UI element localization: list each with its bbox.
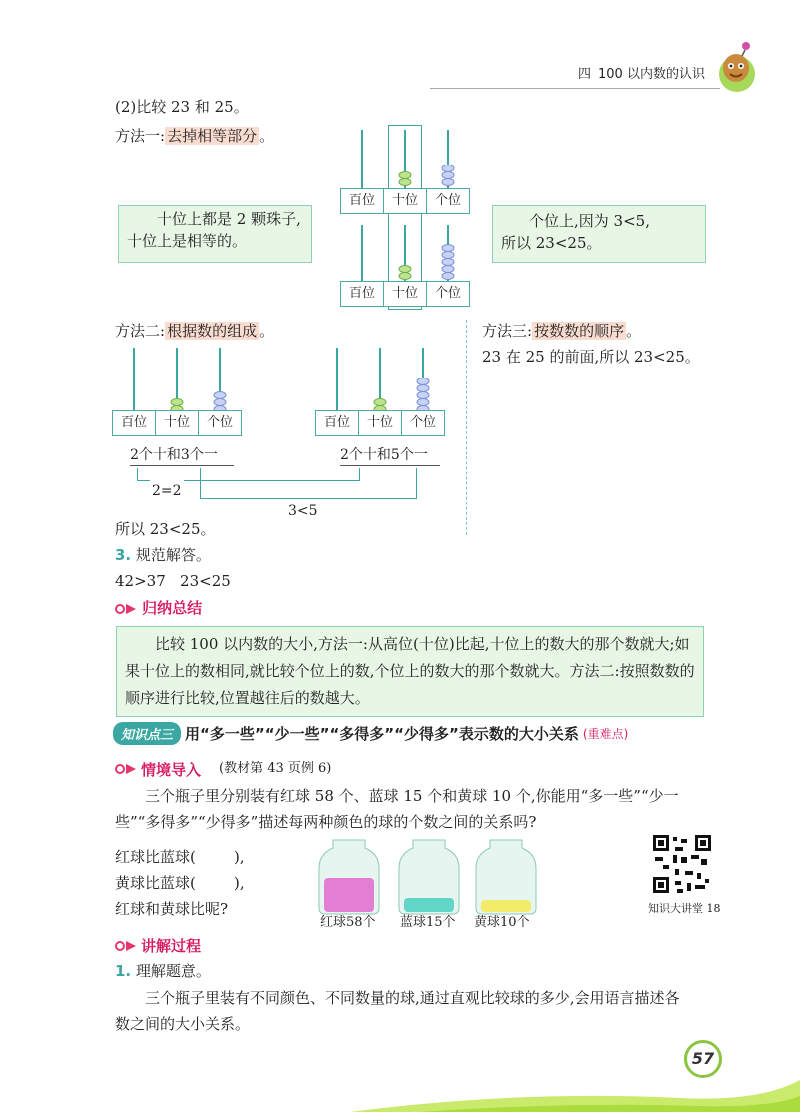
jar-blue — [399, 840, 459, 914]
method2-label: 方法二: — [115, 322, 166, 340]
place-hundreds: 百位 — [113, 411, 156, 435]
header-rule — [430, 88, 720, 89]
bead — [417, 378, 429, 385]
summary-heading — [115, 597, 202, 618]
kp3-header — [113, 722, 628, 745]
ones-bracket — [200, 468, 417, 499]
method2-name: 根据数的组成 — [167, 322, 258, 340]
arrow-icon — [115, 603, 137, 615]
bead — [442, 259, 454, 266]
method2-line — [115, 320, 274, 342]
explain-title: 讲解过程 — [141, 937, 202, 955]
qr-caption: 知识大讲堂 18 — [648, 902, 721, 915]
question-1: 红球比蓝球( ), — [115, 848, 245, 866]
scene-title: 情境导入 — [141, 760, 202, 779]
place-ones: 个位 — [434, 193, 461, 208]
jar-yellow — [476, 840, 536, 914]
kp3-title: 用“多一些”“少一些”“多得多”“少得多”表示数的大小关系 — [185, 725, 579, 743]
place-value-chart — [315, 410, 445, 436]
step3-answer: 42>37 23<25 — [115, 572, 231, 590]
bead — [399, 273, 411, 280]
bead — [417, 399, 429, 406]
explain-step — [115, 960, 211, 982]
composition-25: 2个十和5个一 — [340, 447, 428, 463]
step3-title: 规范解答。 — [135, 546, 211, 564]
summary-title: 归纳总结 — [142, 599, 203, 617]
underline-25 — [340, 465, 440, 466]
bead — [442, 165, 454, 172]
bead — [374, 399, 386, 406]
place-hundreds: 百位 — [341, 189, 384, 213]
method2-end: 。 — [259, 322, 275, 340]
method1-end: 。 — [259, 127, 275, 145]
jar-label-red: 红球58个 — [320, 915, 376, 930]
place-tens: 十位 — [384, 282, 427, 306]
jar-red — [319, 840, 379, 914]
place-ones: 个位 — [409, 415, 436, 430]
place-ones: 个位 — [206, 415, 233, 430]
method1-name: 去掉相等部分 — [167, 127, 258, 145]
right-note-line1: 个位上,因为 3<5, — [529, 212, 650, 230]
jar-label-blue: 蓝球15个 — [400, 915, 456, 930]
bead — [214, 392, 226, 399]
explain-text: 三个瓶子里装有不同颜色、不同数量的球,通过直观比较球的多少,会用语言描述各数之间的大小关系。 — [115, 989, 680, 1033]
method1-label: 方法一: — [115, 127, 166, 145]
right-note — [492, 205, 706, 263]
composition-23: 2个十和3个一 — [130, 447, 218, 463]
jar-label-yellow: 黄球10个 — [474, 915, 530, 930]
question-2: 黄球比蓝球( ), — [115, 874, 245, 892]
step3-number: 3. — [115, 546, 132, 564]
bead — [442, 245, 454, 252]
kp3-tag: (重难点) — [582, 727, 629, 741]
place-hundreds: 百位 — [316, 411, 359, 435]
place-tens: 十位 — [359, 411, 402, 435]
place-tens: 十位 — [156, 411, 199, 435]
method3-end: 。 — [626, 322, 642, 340]
part2-heading: (2)比较 23 和 25。 — [115, 98, 249, 116]
method3-text: 23 在 25 的前面,所以 23<25。 — [482, 348, 700, 366]
bead — [442, 179, 454, 186]
place-value-chart — [340, 281, 470, 307]
place-value-chart — [112, 410, 242, 436]
header-chapter: 四 — [578, 67, 592, 82]
method3-line — [482, 320, 641, 342]
abacus-method1 — [340, 125, 470, 310]
qr-code-icon[interactable] — [651, 833, 713, 895]
underline-23 — [130, 465, 234, 466]
vertical-divider — [466, 320, 467, 535]
jars-illustration — [318, 836, 548, 916]
method1-line — [115, 125, 274, 147]
method3-label: 方法三: — [482, 322, 533, 340]
right-note-line2: 所以 23<25。 — [501, 234, 602, 252]
page-number: 57 — [684, 1040, 722, 1078]
scene-text: 三个瓶子里分别装有红球 58 个、蓝球 15 个和黄球 10 个,你能用“多一些”“少一些”“多得多”“少得多”描述每两种颜色的球的个数之间的关系吗? — [115, 787, 679, 831]
kp3-badge: 知识点三 — [113, 722, 181, 745]
explain-step-title: 理解题意。 — [135, 962, 211, 980]
bead — [417, 392, 429, 399]
beads — [112, 386, 242, 412]
place-hundreds: 百位 — [341, 282, 384, 306]
bead — [399, 179, 411, 186]
mascot-icon — [712, 38, 762, 94]
place-tens: 十位 — [384, 189, 427, 213]
explain-step-number: 1. — [115, 962, 132, 980]
beads — [315, 378, 445, 412]
arrow-icon — [115, 763, 137, 775]
bead — [399, 172, 411, 179]
abacus-23 — [112, 348, 242, 438]
step3-line — [115, 544, 211, 566]
scene-heading — [115, 758, 331, 780]
bead — [214, 399, 226, 406]
summary-box: 比较 100 以内数的大小,方法一:从高位(十位)比起,十位上的数大的那个数就大;如果十位上的数相同,就比较个位上的数,个位上的数大的那个数就大。方法二:按照数数的顺序进行比较,位置越往后的数越大。 — [116, 626, 704, 717]
bead — [417, 385, 429, 392]
scene-ref: (教材第 43 页例 6) — [219, 761, 332, 776]
abacus-25 — [315, 348, 445, 438]
bead — [442, 172, 454, 179]
bead — [442, 266, 454, 273]
ones-compare: 3<5 — [288, 503, 318, 519]
place-value-chart — [340, 188, 470, 214]
bead — [171, 399, 183, 406]
method3-name: 按数数的顺序 — [534, 322, 625, 340]
tens-equal: 2=2 — [150, 480, 184, 502]
header-title: 100 以内数的认识 — [598, 67, 705, 82]
conclusion: 所以 23<25。 — [115, 520, 216, 538]
left-note: 十位上都是 2 颗珠子,十位上是相等的。 — [118, 205, 312, 263]
page-header — [0, 0, 800, 100]
question-3: 红球和黄球比呢? — [115, 900, 229, 918]
bead — [442, 273, 454, 280]
beads-bottom — [340, 243, 470, 283]
footer-wave — [0, 1040, 800, 1112]
arrow-icon — [115, 940, 137, 952]
place-ones: 个位 — [434, 286, 461, 301]
bead — [442, 252, 454, 259]
explain-heading — [115, 935, 201, 956]
bead — [399, 266, 411, 273]
